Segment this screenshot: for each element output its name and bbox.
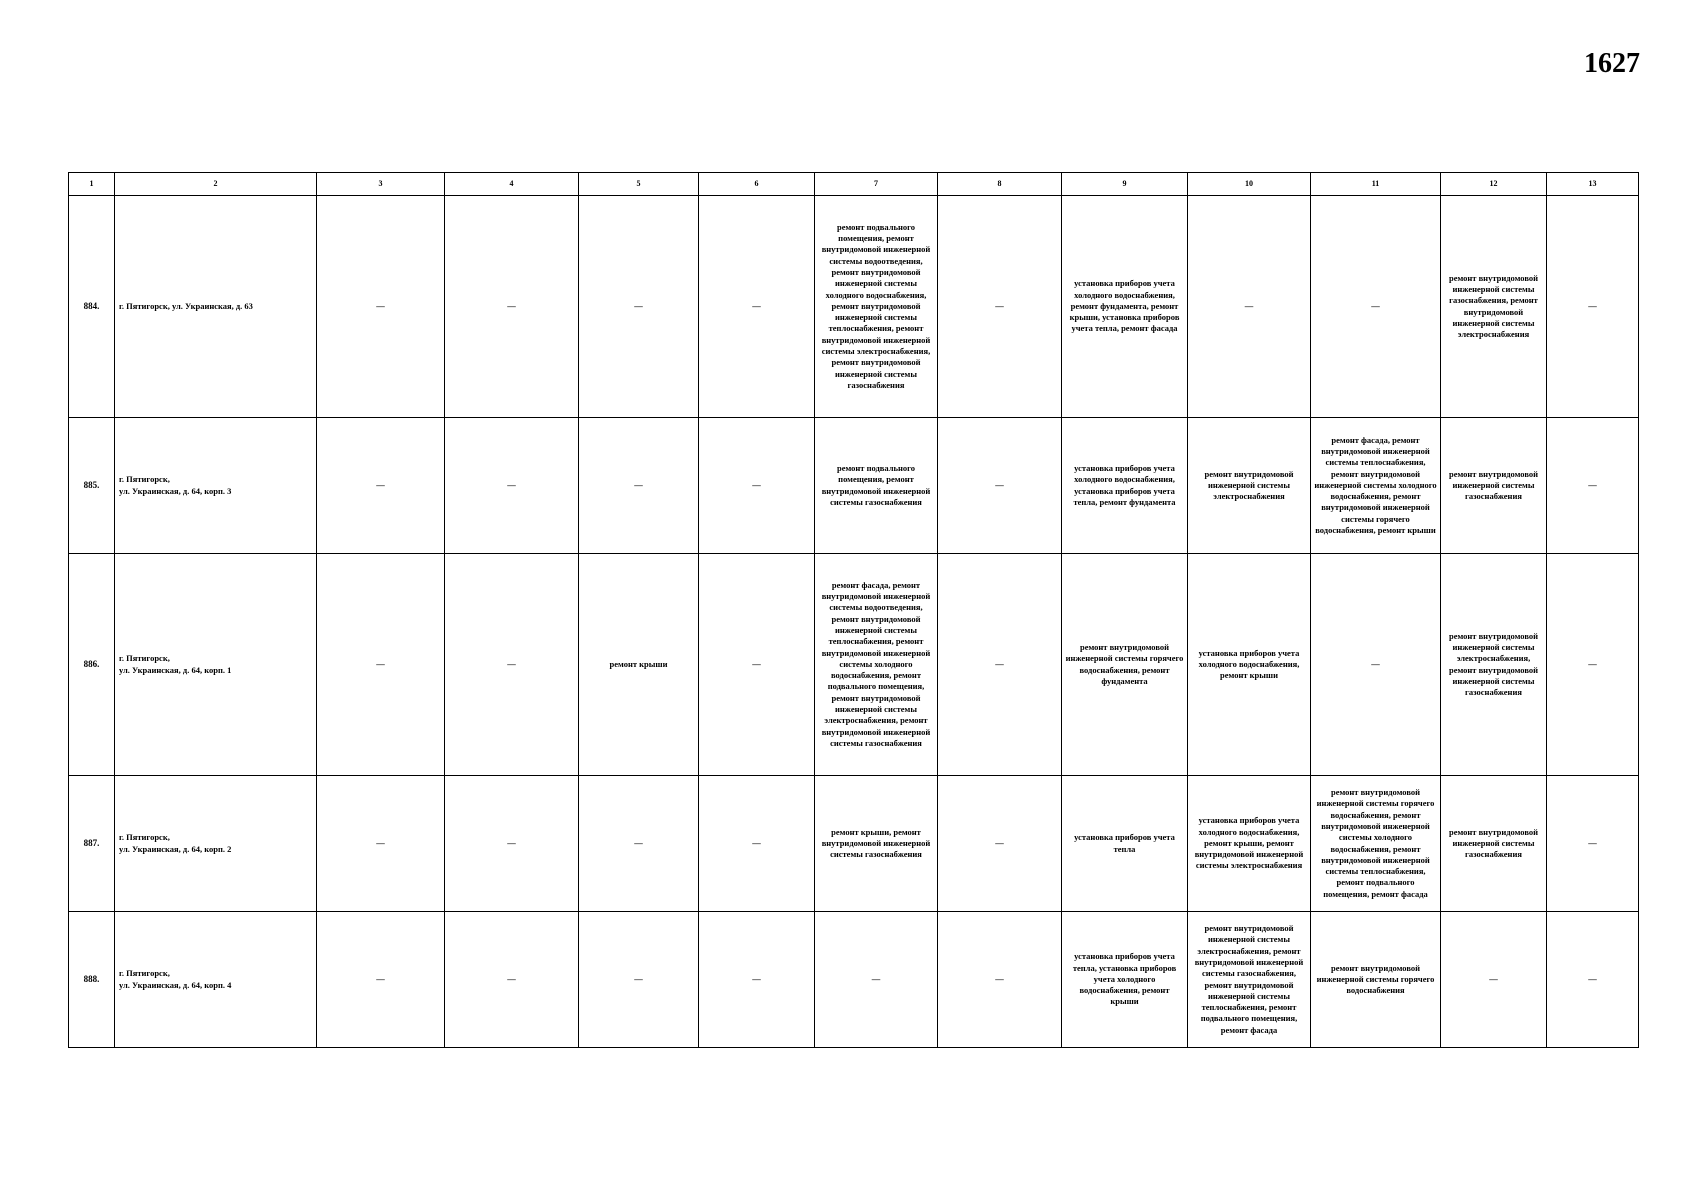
cell: —	[317, 776, 445, 912]
address-cell	[115, 554, 317, 776]
cell: —	[579, 418, 699, 554]
cell: —	[938, 196, 1062, 418]
column-number-row	[69, 173, 1639, 196]
column-header: 9	[1062, 173, 1188, 196]
cell: —	[938, 418, 1062, 554]
cell: —	[699, 554, 815, 776]
table-row	[69, 418, 1639, 554]
cell: —	[1441, 912, 1547, 1048]
row-number: 887.	[69, 776, 115, 912]
cell: ремонт фасада, ремонт внутридомовой инженерной системы водоотведения, ремонт внутридомовой инженерной системы теплоснабжения, ремонт внутридомовой инженерной системы холодного водоснабжения, ремонт подвального помещения, ремонт внутридомовой инженерной системы электроснабжения, ремонт внутридомовой инженерной системы газоснабжения	[815, 554, 938, 776]
cell: установка приборов учета холодного водоснабжения, ремонт крыши, ремонт внутридомовой инженерной системы электроснабжения	[1188, 776, 1311, 912]
row-number: 888.	[69, 912, 115, 1048]
column-header: 3	[317, 173, 445, 196]
cell: ремонт внутридомовой инженерной системы электроснабжения, ремонт внутридомовой инженерной системы газоснабжения	[1441, 554, 1547, 776]
cell: —	[317, 196, 445, 418]
column-header: 5	[579, 173, 699, 196]
cell: —	[317, 418, 445, 554]
cell: ремонт внутридомовой инженерной системы газоснабжения	[1441, 776, 1547, 912]
address-cell	[115, 776, 317, 912]
cell: —	[1547, 776, 1639, 912]
cell: —	[579, 776, 699, 912]
cell: ремонт внутридомовой инженерной системы горячего водоснабжения, ремонт фундамента	[1062, 554, 1188, 776]
cell: —	[699, 912, 815, 1048]
table-row	[69, 196, 1639, 418]
cell: ремонт фасада, ремонт внутридомовой инженерной системы теплоснабжения, ремонт внутридомовой инженерной системы холодного водоснабжения, ремонт внутридомовой инженерной системы горячего водоснабжения, ремонт крыши	[1311, 418, 1441, 554]
address-cell	[115, 196, 317, 418]
address-line: г. Пятигорск,	[119, 474, 170, 485]
column-header: 13	[1547, 173, 1639, 196]
column-header: 4	[445, 173, 579, 196]
cell: ремонт крыши, ремонт внутридомовой инженерной системы газоснабжения	[815, 776, 938, 912]
cell: установка приборов учета тепла, установка приборов учета холодного водоснабжения, ремонт крыши	[1062, 912, 1188, 1048]
cell: —	[1547, 418, 1639, 554]
address-line: г. Пятигорск,	[119, 968, 170, 979]
cell: ремонт внутридомовой инженерной системы горячего водоснабжения	[1311, 912, 1441, 1048]
cell: установка приборов учета тепла	[1062, 776, 1188, 912]
column-header: 1	[69, 173, 115, 196]
cell: —	[445, 554, 579, 776]
row-number: 886.	[69, 554, 115, 776]
address-cell	[115, 912, 317, 1048]
cell: установка приборов учета холодного водоснабжения, ремонт фундамента, ремонт крыши, установка приборов учета тепла, ремонт фасада	[1062, 196, 1188, 418]
column-header: 11	[1311, 173, 1441, 196]
cell: ремонт внутридомовой инженерной системы газоснабжения, ремонт внутридомовой инженерной системы электроснабжения	[1441, 196, 1547, 418]
address-line: г. Пятигорск,	[119, 653, 170, 664]
cell: —	[1547, 912, 1639, 1048]
cell: —	[317, 554, 445, 776]
table-row	[69, 554, 1639, 776]
cell: —	[579, 912, 699, 1048]
column-header: 7	[815, 173, 938, 196]
page-number: 1627	[1584, 48, 1640, 79]
cell: ремонт крыши	[579, 554, 699, 776]
column-header: 6	[699, 173, 815, 196]
cell: —	[1188, 196, 1311, 418]
row-number: 884.	[69, 196, 115, 418]
column-header: 2	[115, 173, 317, 196]
column-header: 8	[938, 173, 1062, 196]
cell: —	[815, 912, 938, 1048]
cell: установка приборов учета холодного водоснабжения, ремонт крыши	[1188, 554, 1311, 776]
address-line: ул. Украинская, д. 64, корп. 3	[119, 485, 232, 496]
row-number: 885.	[69, 418, 115, 554]
table-row	[69, 912, 1639, 1048]
address-line: ул. Украинская, д. 64, корп. 4	[119, 979, 232, 990]
cell: —	[699, 418, 815, 554]
column-header: 10	[1188, 173, 1311, 196]
address-cell	[115, 418, 317, 554]
cell: —	[938, 554, 1062, 776]
cell: —	[445, 776, 579, 912]
cell: —	[938, 776, 1062, 912]
cell: —	[1547, 554, 1639, 776]
repair-schedule-table	[68, 172, 1639, 1048]
address-line: г. Пятигорск,	[119, 832, 170, 843]
cell: ремонт подвального помещения, ремонт внутридомовой инженерной системы водоотведения, ремонт внутридомовой инженерной системы холодного водоснабжения, ремонт внутридомовой инженерной системы теплоснабжения, ремонт внутридомовой инженерной системы электроснабжения, ремонт внутридомовой инженерной системы газоснабжения	[815, 196, 938, 418]
cell: установка приборов учета холодного водоснабжения, установка приборов учета тепла, ремонт фундамента	[1062, 418, 1188, 554]
cell: ремонт внутридомовой инженерной системы газоснабжения	[1441, 418, 1547, 554]
cell: —	[445, 912, 579, 1048]
address-line: ул. Украинская, д. 64, корп. 2	[119, 843, 232, 854]
cell: —	[1311, 196, 1441, 418]
column-header: 12	[1441, 173, 1547, 196]
cell: ремонт внутридомовой инженерной системы электроснабжения	[1188, 418, 1311, 554]
cell: —	[699, 776, 815, 912]
table-row	[69, 776, 1639, 912]
cell: —	[317, 912, 445, 1048]
cell: ремонт внутридомовой инженерной системы горячего водоснабжения, ремонт внутридомовой инженерной системы холодного водоснабжения, ремонт внутридомовой инженерной системы теплоснабжения, ремонт подвального помещения, ремонт фасада	[1311, 776, 1441, 912]
cell: —	[579, 196, 699, 418]
cell: —	[1547, 196, 1639, 418]
cell: —	[1311, 554, 1441, 776]
cell: —	[938, 912, 1062, 1048]
address-line: г. Пятигорск, ул. Украинская, д. 63	[119, 300, 253, 311]
address-line: ул. Украинская, д. 64, корп. 1	[119, 664, 232, 675]
cell: ремонт подвального помещения, ремонт внутридомовой инженерной системы газоснабжения	[815, 418, 938, 554]
cell: ремонт внутридомовой инженерной системы электроснабжения, ремонт внутридомовой инженерной системы газоснабжения, ремонт внутридомовой инженерной системы теплоснабжения, ремонт подвального помещения, ремонт фасада	[1188, 912, 1311, 1048]
cell: —	[699, 196, 815, 418]
cell: —	[445, 196, 579, 418]
cell: —	[445, 418, 579, 554]
